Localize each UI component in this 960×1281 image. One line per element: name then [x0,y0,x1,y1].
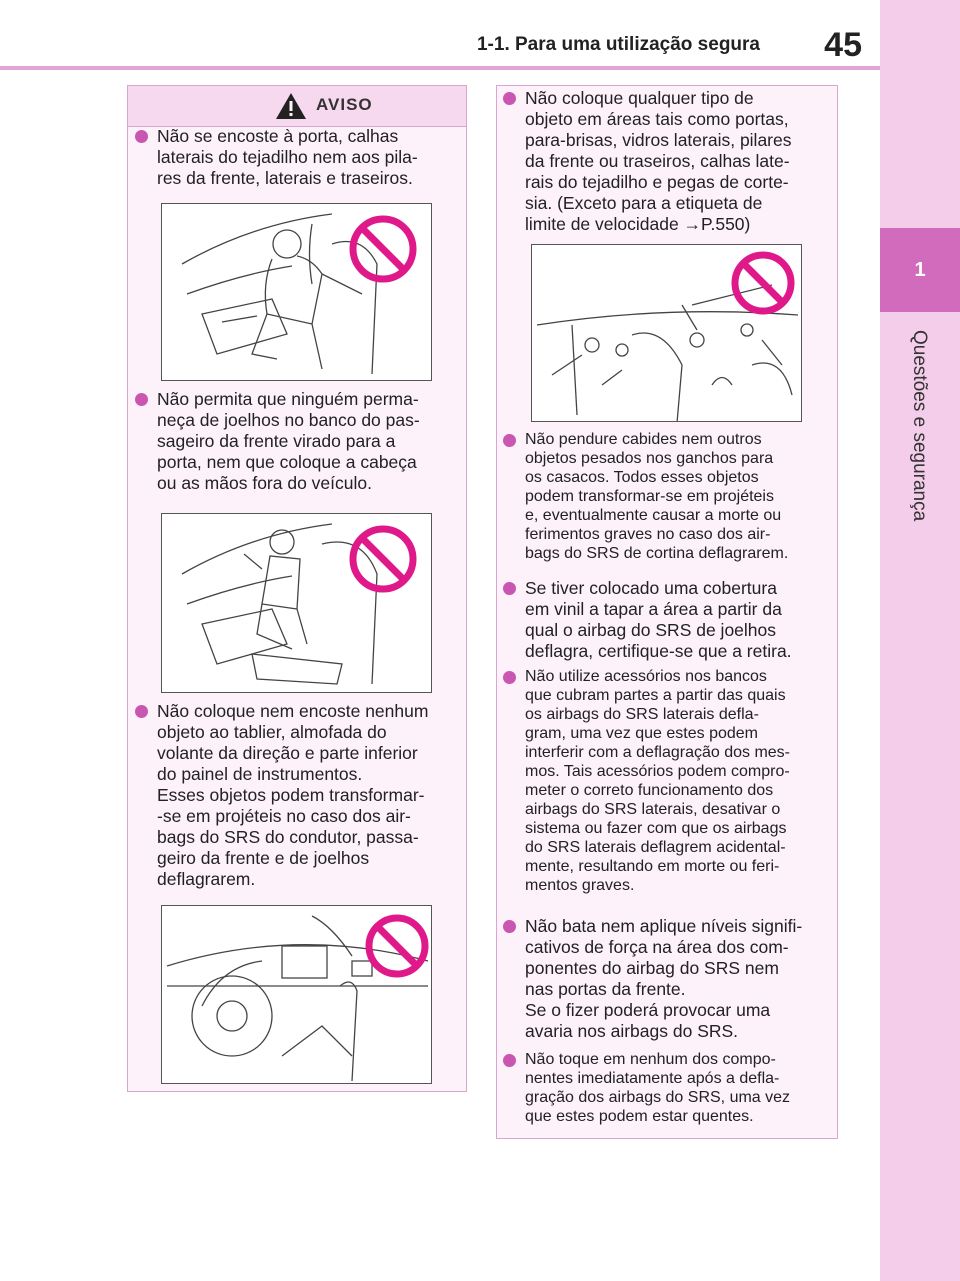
list-item: Se tiver colocado uma cobertura em vinil a tapar a área a partir da qual o airbag do SRS de joelhos deflagra, certifique-se que a retira. [503,578,833,662]
kneeling-child-image [162,514,432,693]
illustration-interior-objects [531,244,802,422]
interior-objects-image [532,245,802,422]
page-number: 45 [824,26,862,64]
list-item: Não se encoste à porta, calhas laterais do tejadilho nem aos pila- res da frente, laterais e traseiros. [135,126,465,189]
illustration-kneeling-passenger [161,513,432,693]
bullet-icon [135,130,148,143]
chapter-tab[interactable]: 1 [880,228,960,312]
side-tab-band [880,0,960,1281]
bullet-icon [135,393,148,406]
list-item: Não utilize acessórios nos bancos que cubram partes a partir das quais os airbags do SRS laterais defla- gram, uma vez que estes podem interferir com a deflagração dos mes- mos. Tais acessórios podem compro- meter o correto funcionamento dos airbags do SRS laterais, desativar o sistema ou fazer com que os airbags do SRS laterais deflagrem acidental- mente, resultando em morte ou feri- mentos graves. [503,667,836,895]
bullet-icon [503,582,516,595]
list-item: Não coloque nem encoste nenhum objeto ao tablier, almofada do volante da direção e parte inferior do painel de instrumentos. Esses objetos podem transformar- -se em projéteis no caso dos air- bags do SRS do condutor, passa- geiro da frente e de joelhos deflagrarem. [135,701,465,890]
page-header [0,0,880,70]
bullet-icon [135,705,148,718]
illustration-dashboard-objects [161,905,432,1084]
bullet-icon [503,434,516,447]
prohibition-icon [735,255,791,311]
list-item: Não pendure cabides nem outros objetos pesados nos ganchos para os casacos. Todos esses objetos podem transformar-se em projéteis e, eventualmente causar a morte ou ferimentos graves no caso dos air- bags do SRS de cortina deflagrarem. [503,430,836,563]
section-title: 1-1. Para uma utilização segura [476,34,760,55]
warning-triangle-icon [275,92,307,120]
prohibition-icon [353,529,413,589]
leaning-person-image [162,204,432,381]
illustration-leaning-on-door [161,203,432,381]
warning-header [128,86,466,127]
dashboard-image [162,906,432,1084]
list-item: Não permita que ninguém perma- neça de joelhos no banco do pas- sageiro da frente virado para a porta, nem que coloque a cabeça ou as mãos fora do veículo. [135,389,465,494]
bullet-icon [503,920,516,933]
warning-title: AVISO [316,95,373,114]
list-item: Não toque em nenhum dos compo- nentes imediatamente após a defla- gração dos airbags do SRS, uma vez que estes podem estar quentes. [503,1050,836,1126]
chapter-label: Questões e segurança [909,330,930,522]
bullet-icon [503,1054,516,1067]
list-item: Não coloque qualquer tipo de objeto em áreas tais como portas, para-brisas, vidros laterais, pilares da frente ou traseiros, calhas late- rais do tejadilho e pegas de corte- sia. (Exceto para a etiqueta de limite de velocidade →P.550) [503,88,833,235]
bullet-icon [503,671,516,684]
list-item: Não bata nem aplique níveis signifi- cativos de força na área dos com- ponentes do airbag do SRS nem nas portas da frente. Se o fizer poderá provocar uma avaria nos airbags do SRS. [503,916,833,1042]
bullet-icon [503,92,516,105]
prohibition-icon [369,918,425,974]
prohibition-icon [353,219,413,279]
header-divider [0,66,880,70]
